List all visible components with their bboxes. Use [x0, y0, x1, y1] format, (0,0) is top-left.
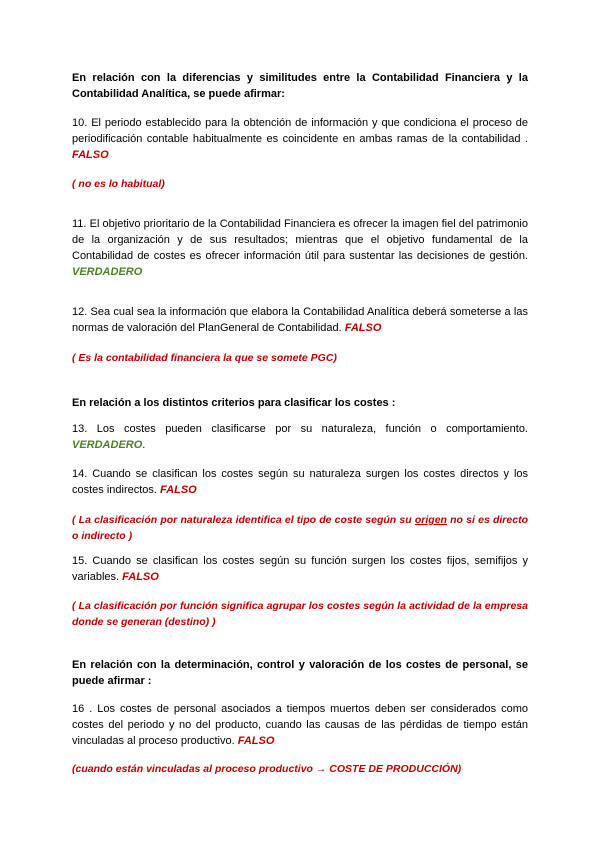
- question-13: [72, 421, 528, 453]
- question-16-note: (cuando están vinculadas al proceso productivo → COSTE DE PRODUCCIÓN): [72, 763, 462, 775]
- question-10-text: 10. El periodo establecido para la obtención de información y que condiciona el proceso de periodificación contable habitualmente es coincidente en ambas ramas de la contabilidad .: [72, 117, 528, 145]
- question-11-text: 11. El objetivo prioritario de la Contabilidad Financiera es ofrecer la imagen fiel del patrimonio de la organización y de sus resultados; mientras que el objetivo fundamental de la Contabilidad de costes es ofrecer información útil para sustentar las decisiones de gestión.: [72, 218, 528, 262]
- question-14-note: ( La clasificación por naturaleza identifica el tipo de coste según su origen no si es directo o indirecto ): [72, 514, 528, 542]
- question-13-answer: VERDADERO: [72, 439, 143, 451]
- question-13-text: 13. Los costes pueden clasificarse por su naturaleza, función o comportamiento.: [72, 423, 528, 435]
- question-10-answer: FALSO: [72, 149, 109, 161]
- question-15: [72, 553, 528, 585]
- question-16-answer: FALSO: [237, 735, 275, 747]
- question-12-note: ( Es la contabilidad financiera la que se somete PGC): [72, 352, 337, 364]
- question-13-suffix: .: [142, 439, 146, 451]
- question-16: [72, 701, 528, 749]
- underlined-origen: origen: [414, 514, 447, 526]
- question-14: [72, 466, 528, 498]
- question-15-note: ( La clasificación por función significa agrupar los costes según la actividad de la empresa donde se generan (destino) ): [72, 600, 528, 628]
- question-15-answer: FALSO: [122, 571, 159, 583]
- section-heading-3: En relación con la determinación, control y valoración de los costes de personal, se puede afirmar :: [72, 659, 528, 687]
- question-14-answer: FALSO: [160, 484, 197, 496]
- question-10-note: ( no es lo habitual): [72, 178, 165, 190]
- section-heading-2: En relación a los distintos criterios para clasificar los costes :: [72, 397, 396, 409]
- question-16-text: 16 . Los costes de personal asociados a tiempos muertos deben ser considerados como costes del periodo y no del producto, cuando las causas de las pérdidas de tiempo están vinculadas al proceso productivo.: [72, 703, 528, 747]
- question-12-text: 12. Sea cual sea la información que elabora la Contabilidad Analítica deberá someterse a las normas de valoración del PlanGeneral de Contabilidad.: [72, 306, 528, 334]
- question-14-text: 14. Cuando se clasifican los costes según su naturaleza surgen los costes directos y los costes indirectos.: [72, 468, 528, 496]
- question-11-answer: VERDADERO: [72, 266, 143, 278]
- question-12-answer: FALSO: [344, 322, 382, 334]
- question-12: [72, 304, 528, 336]
- question-10: [72, 115, 528, 163]
- question-11: [72, 216, 528, 280]
- section-heading-1: En relación con la diferencias y similitudes entre la Contabilidad Financiera y la Contabilidad Analítica, se puede afirmar:: [72, 72, 528, 100]
- question-15-text: 15. Cuando se clasifican los costes según su función surgen los costes fijos, semifijos y variables.: [72, 555, 528, 583]
